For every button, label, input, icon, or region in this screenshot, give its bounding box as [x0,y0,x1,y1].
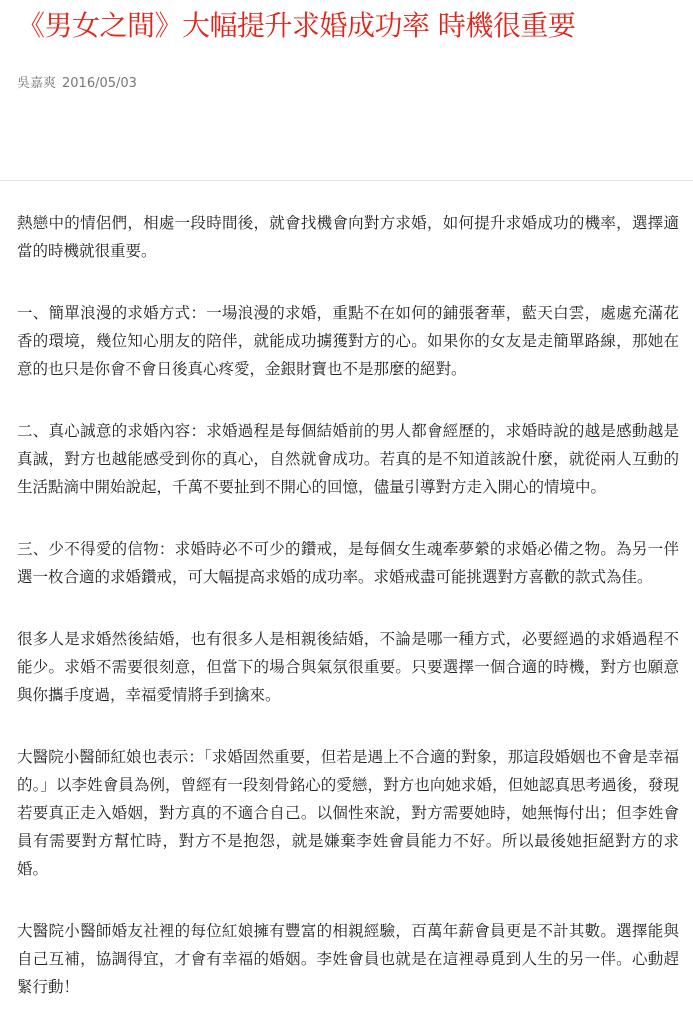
publish-date: 2016/05/03 [62,76,137,91]
article-paragraph: 很多人是求婚然後結婚，也有很多人是相親後結婚，不論是哪一種方式，必要經過的求婚過程不能少。求婚不需要很刻意，但當下的場合與氣氛很重要。只要選擇一個合適的時機，對方也願意與你攜手度過，幸福愛情將手到擒來。 [17,630,679,704]
article-meta [17,76,143,92]
header-divider [0,180,693,181]
article-title: 《男女之間》大幅提升求婚成功率 時機很重要 [17,9,576,42]
author-name: 吳嘉爽 [17,76,57,91]
article-paragraph: 二、真心誠意的求婚內容：求婚過程是每個結婚前的男人都會經歷的，求婚時說的越是感動越是真誠，對方也越能感受到你的真心，自然就會成功。若真的是不知道該說什麼，就從兩人互動的生活點滴中開始說起，千萬不要扯到不開心的回憶，儘量引導對方走入開心的情境中。 [17,422,679,496]
article-paragraph: 一、簡單浪漫的求婚方式：一場浪漫的求婚，重點不在如何的鋪張奢華，藍天白雲，處處充滿花香的環境，幾位知心朋友的陪伴，就能成功擄獲對方的心。如果你的女友是走簡單路線，那她在意的也只是你會不會日後真心疼愛，金銀財寶也不是那麼的絕對。 [17,304,679,378]
article-paragraph: 三、少不得愛的信物：求婚時必不可少的鑽戒，是每個女生魂牽夢縈的求婚必備之物。為另一伴選一枚合適的求婚鑽戒，可大幅提高求婚的成功率。求婚戒盡可能挑選對方喜歡的款式為佳。 [17,540,679,586]
article-paragraph: 熱戀中的情侶們，相處一段時間後，就會找機會向對方求婚，如何提升求婚成功的機率，選擇適當的時機就很重要。 [17,214,679,260]
article-paragraph: 大醫院小醫師紅娘也表示：「求婚固然重要，但若是遇上不合適的對象，那這段婚姻也不會是幸福的。」以李姓會員為例，曾經有一段刻骨銘心的愛戀，對方也向她求婚，但她認真思考過後，發現若要真正走入婚姻，對方真的不適合自己。以個性來說，對方需要她時，她無悔付出；但李姓會員有需要對方幫忙時，對方不是抱怨，就是嫌棄李姓會員能力不好。所以最後她拒絕對方的求婚。 [17,748,679,878]
article-body [17,209,679,1035]
article-paragraph: 大醫院小醫師婚友社裡的每位紅娘擁有豐富的相親經驗，百萬年薪會員更是不計其數。選擇能與自己互補，協調得宜，才會有幸福的婚姻。李姓會員也就是在這裡尋覓到人生的另一伴。心動趕緊行動！ [17,922,679,996]
